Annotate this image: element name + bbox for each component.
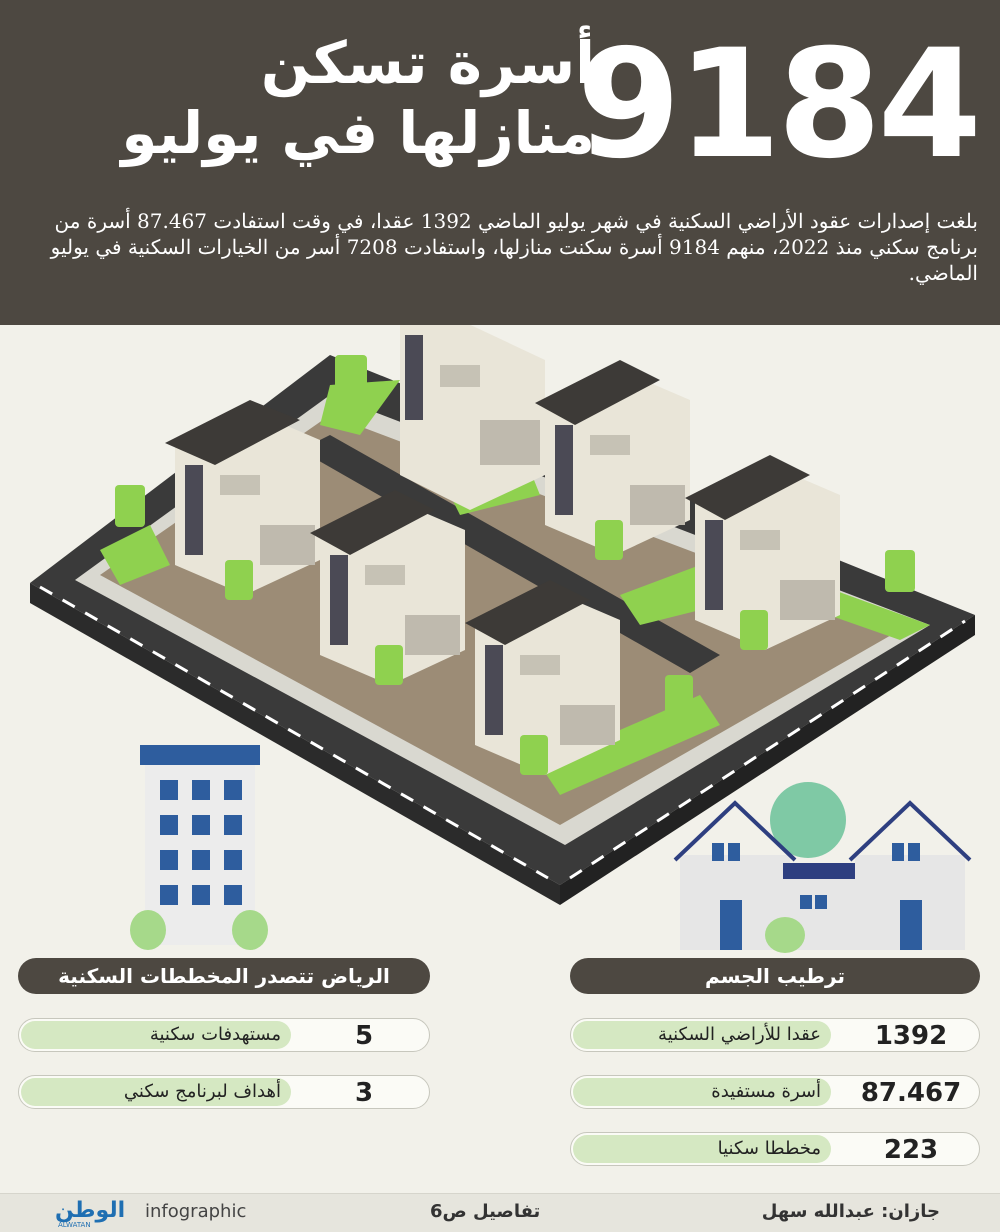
right-row-1-value: 1392 <box>874 1021 948 1051</box>
right-panel-heading: ترطيب الجسم <box>570 958 980 994</box>
left-row-2-label: أهداف لبرنامج سكني <box>21 1078 291 1106</box>
headline-number: 9184 <box>576 18 978 192</box>
right-row-2-value: 87.467 <box>860 1078 962 1108</box>
credit-label: جازان: عبدالله سهل <box>761 1201 940 1222</box>
house-2 <box>400 325 545 510</box>
right-row-2 <box>570 1075 980 1109</box>
twin-houses <box>675 782 970 953</box>
headline-title <box>121 28 595 168</box>
headline-line-1: أسرة تسكن <box>260 29 595 97</box>
left-row-1-value: 5 <box>354 1021 374 1051</box>
details-label: تفاصيل ص6 <box>430 1201 541 1222</box>
lead-paragraph: بلغت إصدارات عقود الأراضي السكنية في شهر يوليو الماضي 1392 عقدا، في وقت استفادت 87.467 أسرة من برنامج سكني منذ 2022، منهم 9184 أسرة سكنت منازلها، واستفادت 7208 أسر من الخيارات السكنية في يوليو الماضي. <box>50 209 978 285</box>
brand-logo: الوطن <box>55 1198 126 1223</box>
right-row-3 <box>570 1132 980 1166</box>
apartment-building <box>130 745 268 950</box>
left-row-2-value: 3 <box>354 1078 374 1108</box>
left-row-1-label: مستهدفات سكنية <box>21 1021 291 1049</box>
headline-line-2: منازلها في يوليو <box>121 99 595 167</box>
right-row-1 <box>570 1018 980 1052</box>
housing-illustration <box>0 325 1000 955</box>
infographic-label: infographic <box>145 1201 247 1222</box>
right-row-1-label: عقدا للأراضي السكنية <box>573 1021 831 1049</box>
left-row-1 <box>18 1018 430 1052</box>
left-panel-heading: الرياض تتصدر المخططات السكنية <box>18 958 430 994</box>
left-row-2 <box>18 1075 430 1109</box>
header-banner <box>0 0 1000 325</box>
right-row-3-value: 223 <box>883 1135 939 1165</box>
right-row-3-label: مخططا سكنيا <box>573 1135 831 1163</box>
brand-logo-sub: ALWATAN <box>58 1221 91 1229</box>
right-row-2-label: أسرة مستفيدة <box>573 1078 831 1106</box>
footer-bar <box>0 1193 1000 1232</box>
